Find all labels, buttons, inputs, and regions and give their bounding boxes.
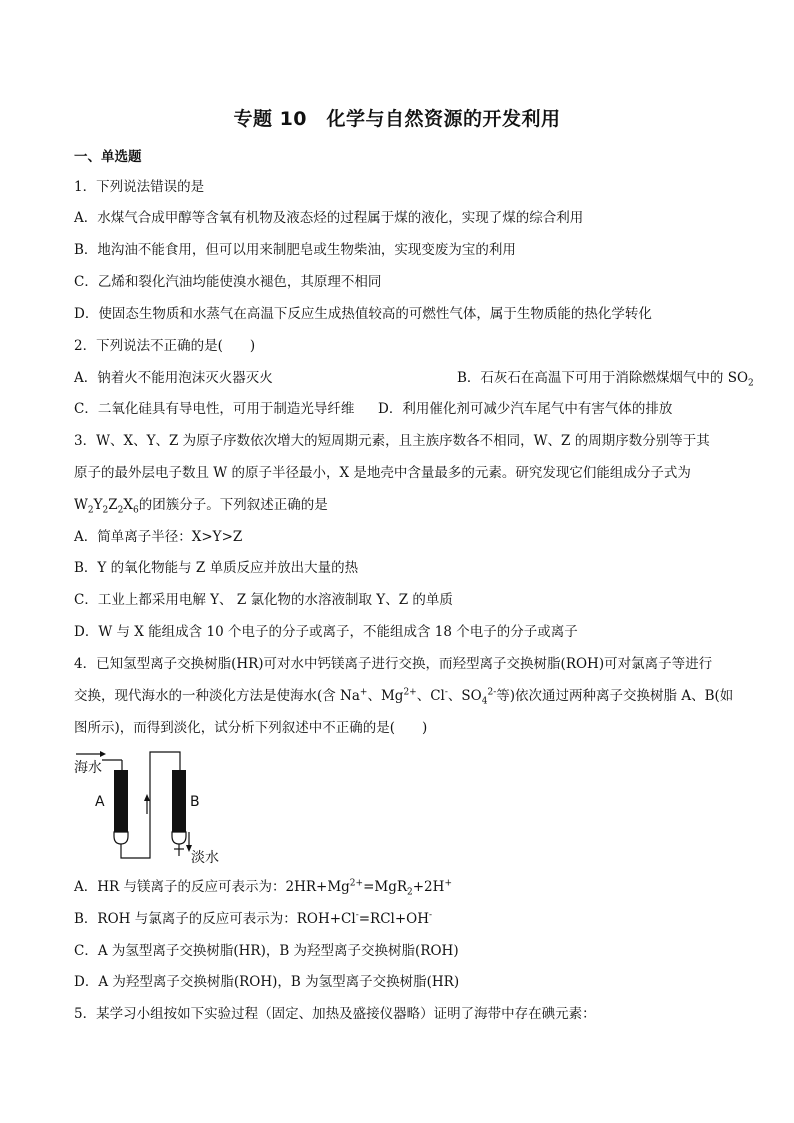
q2-option-a: A．钠着火不能用泡沫灭火器灭火 — [74, 370, 273, 386]
q2-option-c: C．二氧化硅具有导电性，可用于制造光导纤维 — [74, 401, 355, 417]
q2-stem: 2．下列说法不正确的是( ) — [74, 338, 256, 354]
q3-option-d: D．W 与 X 能组成含 10 个电子的分子或离子，不能组成含 18 个电子的分子或离子 — [74, 624, 578, 640]
q2-option-b: B．石灰石在高温下可用于消除燃煤烟气中的 $SO_2$ — [457, 370, 754, 389]
q3-stem-line1: 3．W、X、Y、Z 为原子序数依次增大的短周期元素，且主族序数各不相同，W、Z 的周期序数分别等于其 — [74, 433, 710, 449]
page-title: 专题 10 化学与自然资源的开发利用 — [233, 108, 561, 130]
q1-option-a: A．水煤气合成甲醇等含氧有机物及液态烃的过程属于煤的液化，实现了煤的综合利用 — [74, 210, 584, 226]
q4-stem-line1: 4．已知氢型离子交换树脂(HR)可对水中钙镁离子进行交换，而羟型离子交换树脂(ROH)可对氯离子等进行 — [74, 656, 713, 672]
q1-option-b: B．地沟油不能食用，但可以用来制肥皂或生物柴油，实现变废为宝的利用 — [74, 242, 516, 258]
section-heading: 一、单选题 — [74, 149, 142, 165]
q3-option-b: B．Y 的氧化物能与 Z 单质反应并放出大量的热 — [74, 560, 359, 576]
q5-stem: 5．某学习小组按如下实验过程（固定、加热及盛接仪器略）证明了海带中存在碘元素： — [74, 1006, 596, 1022]
q4-option-d: D．A 为羟型离子交换树脂(ROH)，B 为氢型离子交换树脂(HR) — [74, 974, 460, 990]
q4-option-b: B．ROH 与氯离子的反应可表示为：ROH+Cl-=RCl+OH- — [74, 910, 433, 927]
inflow-arrowhead — [100, 751, 106, 757]
q2-option-d: D．利用催化剂可减少汽车尾气中有害气体的排放 — [378, 401, 673, 417]
q3-option-a: A．简单离子半径：X>Y>Z — [74, 529, 243, 545]
column-a — [114, 770, 128, 832]
q2-row2 — [74, 400, 673, 418]
column-a-bottom — [114, 832, 128, 844]
q2-row1 — [74, 369, 754, 389]
column-b — [172, 770, 186, 832]
q3-option-c: C．工业上都采用电解 Y、 Z 氯化物的水溶液制取 Y、Z 的单质 — [74, 592, 453, 608]
molecular-formula: $W_2Y_2Z_2X_6$ — [74, 497, 139, 516]
column-b-bottom — [172, 832, 186, 844]
seawater-label: 海水 — [74, 760, 102, 776]
q3-stem-line3: $W_2Y_2Z_2X_6$的团簇分子。下列叙述正确的是 — [74, 497, 328, 516]
column-a-label: A — [95, 794, 105, 810]
q1-option-c: C．乙烯和裂化汽油均能使溴水褪色，其原理不相同 — [74, 274, 382, 290]
q4-stem-line3: 图所示)，而得到淡化，试分析下列叙述中不正确的是( ) — [74, 720, 428, 736]
freshwater-label: 淡水 — [191, 850, 219, 866]
q1-option-d: D．使固态生物质和水蒸气在高温下反应生成热值较高的可燃性气体，属于生物质能的热化学转化 — [74, 306, 652, 322]
q1-stem: 1．下列说法错误的是 — [74, 179, 205, 195]
column-b-label: B — [190, 794, 200, 810]
connecting-pipe — [121, 752, 180, 858]
q4-option-c: C．A 为氢型离子交换树脂(HR)，B 为羟型离子交换树脂(ROH) — [74, 943, 459, 959]
q4-stem-line2: 交换，现代海水的一种淡化方法是使海水(含 Na+、$Mg^{2+}$、Cl-、$SO_4^{2-}$等)依次通过两种离子交换树脂 A、B(如 — [74, 687, 734, 707]
ion-exchange-diagram — [70, 748, 240, 868]
q4-option-a: A．HR 与镁离子的反应可表示为：$2HR+Mg^{2+}=MgR_2+2H^+$ — [74, 878, 452, 898]
q3-stem-line2: 原子的最外层电子数且 W 的原子半径最小，X 是地壳中含量最多的元素。研究发现它们能组成分子式为 — [74, 465, 691, 481]
